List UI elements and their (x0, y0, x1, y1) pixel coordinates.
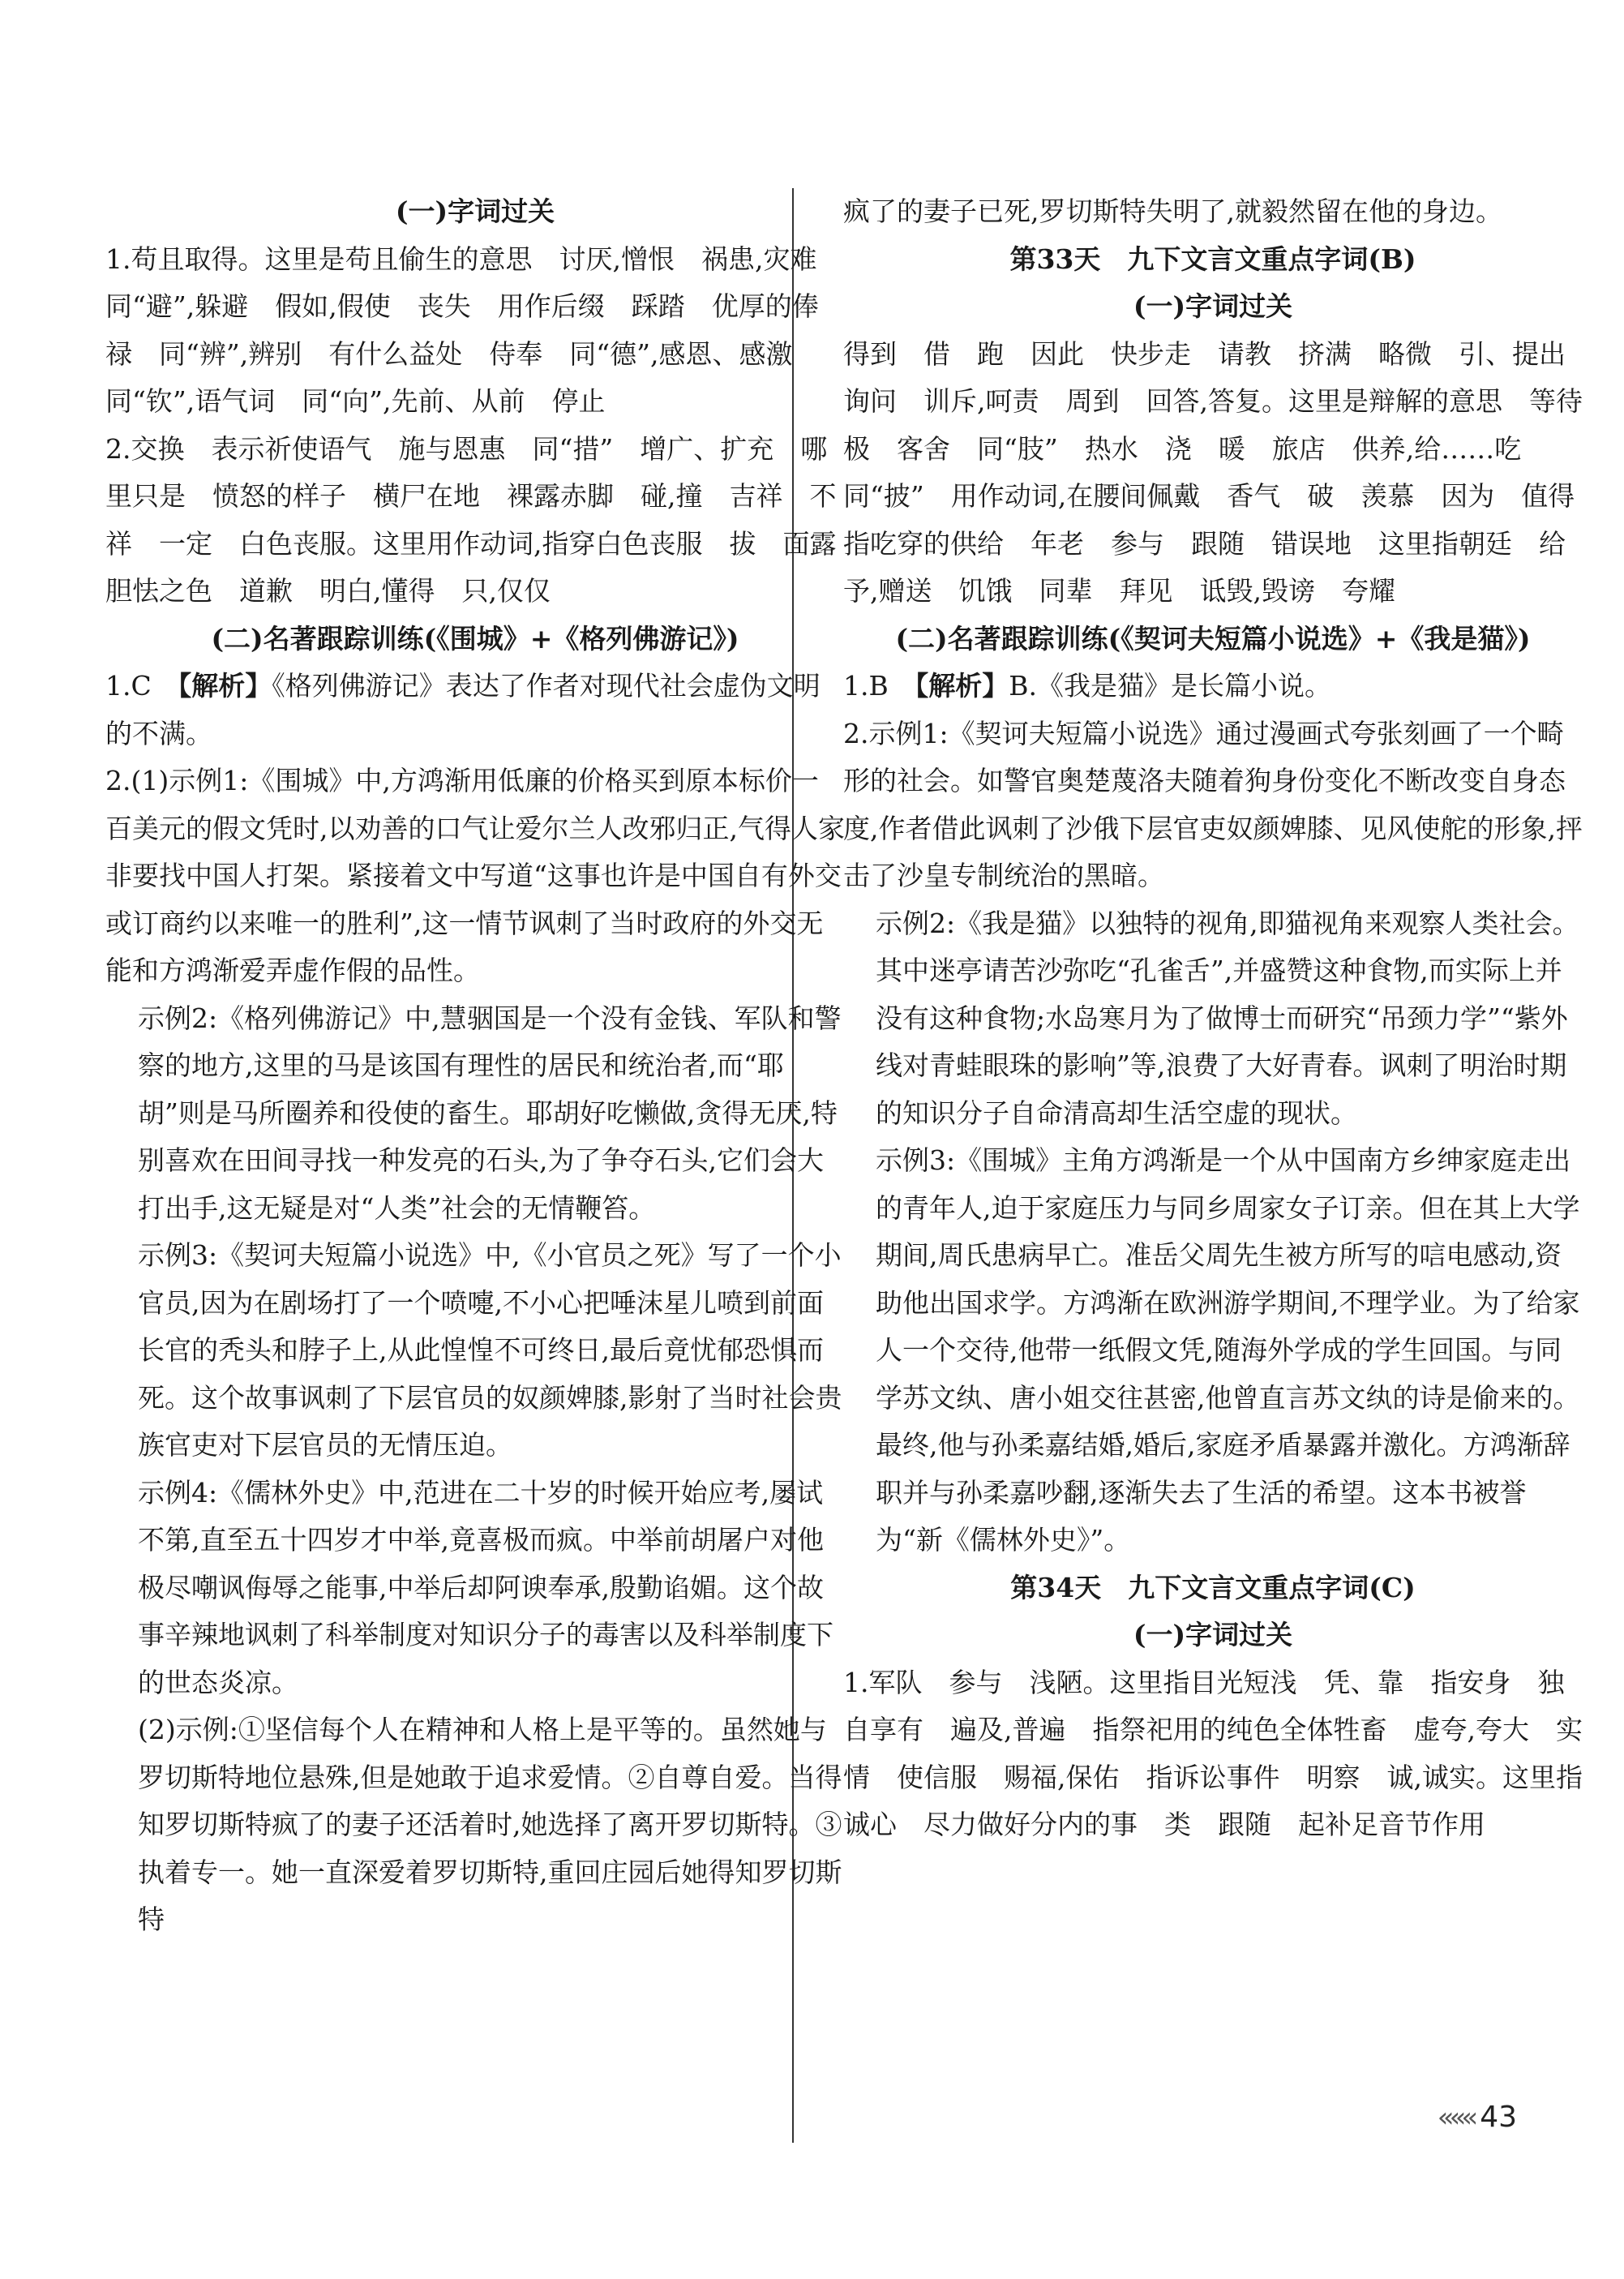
question-2-example-2: 示例2:《格列佛游记》中,慧骃国是一个没有金钱、军队和警察的地方,这里的马是该国有理性的居民和统治者,而“耶胡”则是马所圈养和役使的畜生。耶胡好吃懒做,贪得无厌,特别喜欢在田间寻找一种发亮的石头,为了争夺石头,它们会大打出手,这无疑是对“人类”社会的无情鞭笞。 (138, 1002, 842, 1224)
question-1-analysis: 《格列佛游记》表达了作者对现代社会虚伪文明的不满。 (105, 670, 821, 749)
analysis-tag-b: 【解析】 (915, 670, 1009, 702)
right-column (843, 188, 1609, 1849)
section-heading-vocab-c: (一)字词过关 (1133, 1619, 1293, 1650)
question-2-part-2: (2)示例:①坚信每个人在精神和人格上是平等的。虽然她与罗切斯特地位悬殊,但是她敢于追求爱情。②自尊自爱。当得知罗切斯特疯了的妻子还活着时,她选择了离开罗切斯特。③执着专一。她一直深爱着罗切斯特,重回庄园后她得知罗切斯特 (138, 1714, 842, 1935)
question-1-choice: 1.C (105, 670, 178, 702)
question-1-analysis-b: B.《我是猫》是长篇小说。 (1009, 670, 1331, 702)
double-chevron-left-icon: ««« (1437, 2101, 1474, 2134)
answer-item-2: 2.交换 表示祈使语气 施与恩惠 同“措” 增广、扩充 哪里只是 愤怒的样子 横尸在地 裸露赤脚 碰,撞 吉祥 不祥 一定 白色丧服。这里用作动词,指穿白色丧服 拔 面露胆怯之色 道歉 明白,懂得 只,仅仅 (105, 432, 837, 607)
question-2-example-1: 2.(1)示例1:《围城》中,方鸿渐用低廉的价格买到原本标价一百美元的假文凭时,以劝善的口气让爱尔兰人改邪归正,气得人家非要找中国人打架。紧接着文中写道“这事也许是中国自有外交或订商约以来唯一的胜利”,这一情节讽刺了当时政府的外交无能和方鸿渐爱弄虚作假的品性。 (105, 765, 845, 986)
vocab-answers-b: 得到 借 跑 因此 快步走 请教 挤满 略微 引、提出 询问 训斥,呵责 周到 回答,答复。这里是辩解的意思 等待 极 客舍 同“肢” 热水 浇 暖 旅店 供养,给……吃 同“披” 用作动词,在腰间佩戴 香气 破 羡慕 因为 值得 指吃穿的供给 年老 参与 跟随 错误地 这里指朝廷 给予,赠送 饥饿 同辈 拜见 诋毁,毁谤 夸耀 (843, 337, 1609, 607)
question-2-example-4: 示例4:《儒林外史》中,范进在二十岁的时候开始应考,屡试不第,直至五十四岁才中举,竟喜极而疯。中举前胡屠户对他极尽嘲讽侮辱之能事,中举后却阿谀奉承,殷勤谄媚。这个故事辛辣地讽刺了科举制度对知识分子的毒害以及科举制度下的世态炎凉。 (138, 1476, 833, 1698)
question-2-example-3-b: 示例3:《围城》主角方鸿渐是一个从中国南方乡绅家庭走出的青年人,迫于家庭压力与同乡周家女子订亲。但在其上大学期间,周氏患病早亡。准岳父周先生被方所写的唁电感动,资助他出国求学。方鸿渐在欧洲游学期间,不理学业。为了给家人一个交待,他带一纸假文凭,随海外学成的学生回国。与同学苏文纨、唐小姐交往甚密,他曾直言苏文纨的诗是偷来的。最终,他与孙柔嘉结婚,婚后,家庭矛盾暴露并激化。方鸿渐辞职并与孙柔嘉吵翻,逐渐失去了生活的希望。这本书被誉为“新《儒林外史》”。 (876, 1144, 1580, 1556)
question-1-answer-b (843, 663, 1583, 710)
day-33-heading: 第33天 九下文言文重点字词(B) (1009, 242, 1416, 275)
page-footer (1438, 2101, 1517, 2134)
question-2-example-2-b: 示例2:《我是猫》以独特的视角,即猫视角来观察人类社会。其中迷亭请苦沙弥吃“孔雀舌”,并盛赞这种食物,而实际上并没有这种食物;水岛寒月为了做博士而研究“吊颈力学”“紫外线对青蛙眼珠的影响”等,浪费了大好青春。讽刺了明治时期的知识分子自命清高却生活空虚的现状。 (876, 907, 1579, 1129)
vocab-answers-c: 1.军队 参与 浅陋。这里指目光短浅 凭、靠 指安身 独自享有 遍及,普遍 指祭祀用的纯色全体牲畜 虚夸,夸大 实情 使信服 赐福,保佑 指诉讼事件 明察 诚,诚实。这里指诚心 尽力做好分内的事 类 跟随 起补足音节作用 (843, 1666, 1583, 1840)
section-heading-vocab-b: (一)字词过关 (1133, 290, 1293, 322)
analysis-tag: 【解析】 (178, 670, 272, 702)
question-2-example-1-b: 2.示例1:《契诃夫短篇小说选》通过漫画式夸张刻画了一个畸形的社会。如警官奥楚蔑洛夫随着狗身份变化不断改变自身态度,作者借此讽刺了沙俄下层官吏奴颜婢膝、见风使舵的形象,抨击了沙皇专制统治的黑暗。 (843, 717, 1583, 891)
day-34-heading: 第34天 九下文言文重点字词(C) (1010, 1571, 1416, 1603)
left-column (105, 188, 845, 1944)
section-heading-classics-b: (二)名著跟踪训练(《契诃夫短篇小说选》+《我是猫》) (895, 622, 1531, 655)
page-number: 43 (1480, 2101, 1517, 2134)
question-1-answer (105, 663, 845, 758)
section-heading-classics: (二)名著跟踪训练(《围城》+《格列佛游记》) (211, 622, 739, 655)
continued-text: 疯了的妻子已死,罗切斯特失明了,就毅然留在他的身边。 (843, 195, 1502, 227)
answer-item-1: 1.苟且取得。这里是苟且偷生的意思 讨厌,憎恨 祸患,灾难 同“避”,躲避 假如,假使 丧失 用作后缀 踩踏 优厚的俸禄 同“辨”,辨别 有什么益处 侍奉 同“德”,感恩、感激 同“钦”,语气词 同“向”,先前、从前 停止 (105, 242, 844, 417)
section-heading-vocab: (一)字词过关 (395, 195, 555, 227)
question-1-choice-b: 1.B (843, 670, 915, 702)
question-2-example-3: 示例3:《契诃夫短篇小说选》中,《小官员之死》写了一个小官员,因为在剧场打了一个喷嚏,不小心把唾沫星儿喷到前面长官的秃头和脖子上,从此惶惶不可终日,最后竟忧郁恐惧而死。这个故事讽刺了下层官员的奴颜婢膝,影射了当时社会贵族官吏对下层官员的无情压迫。 (138, 1239, 842, 1461)
